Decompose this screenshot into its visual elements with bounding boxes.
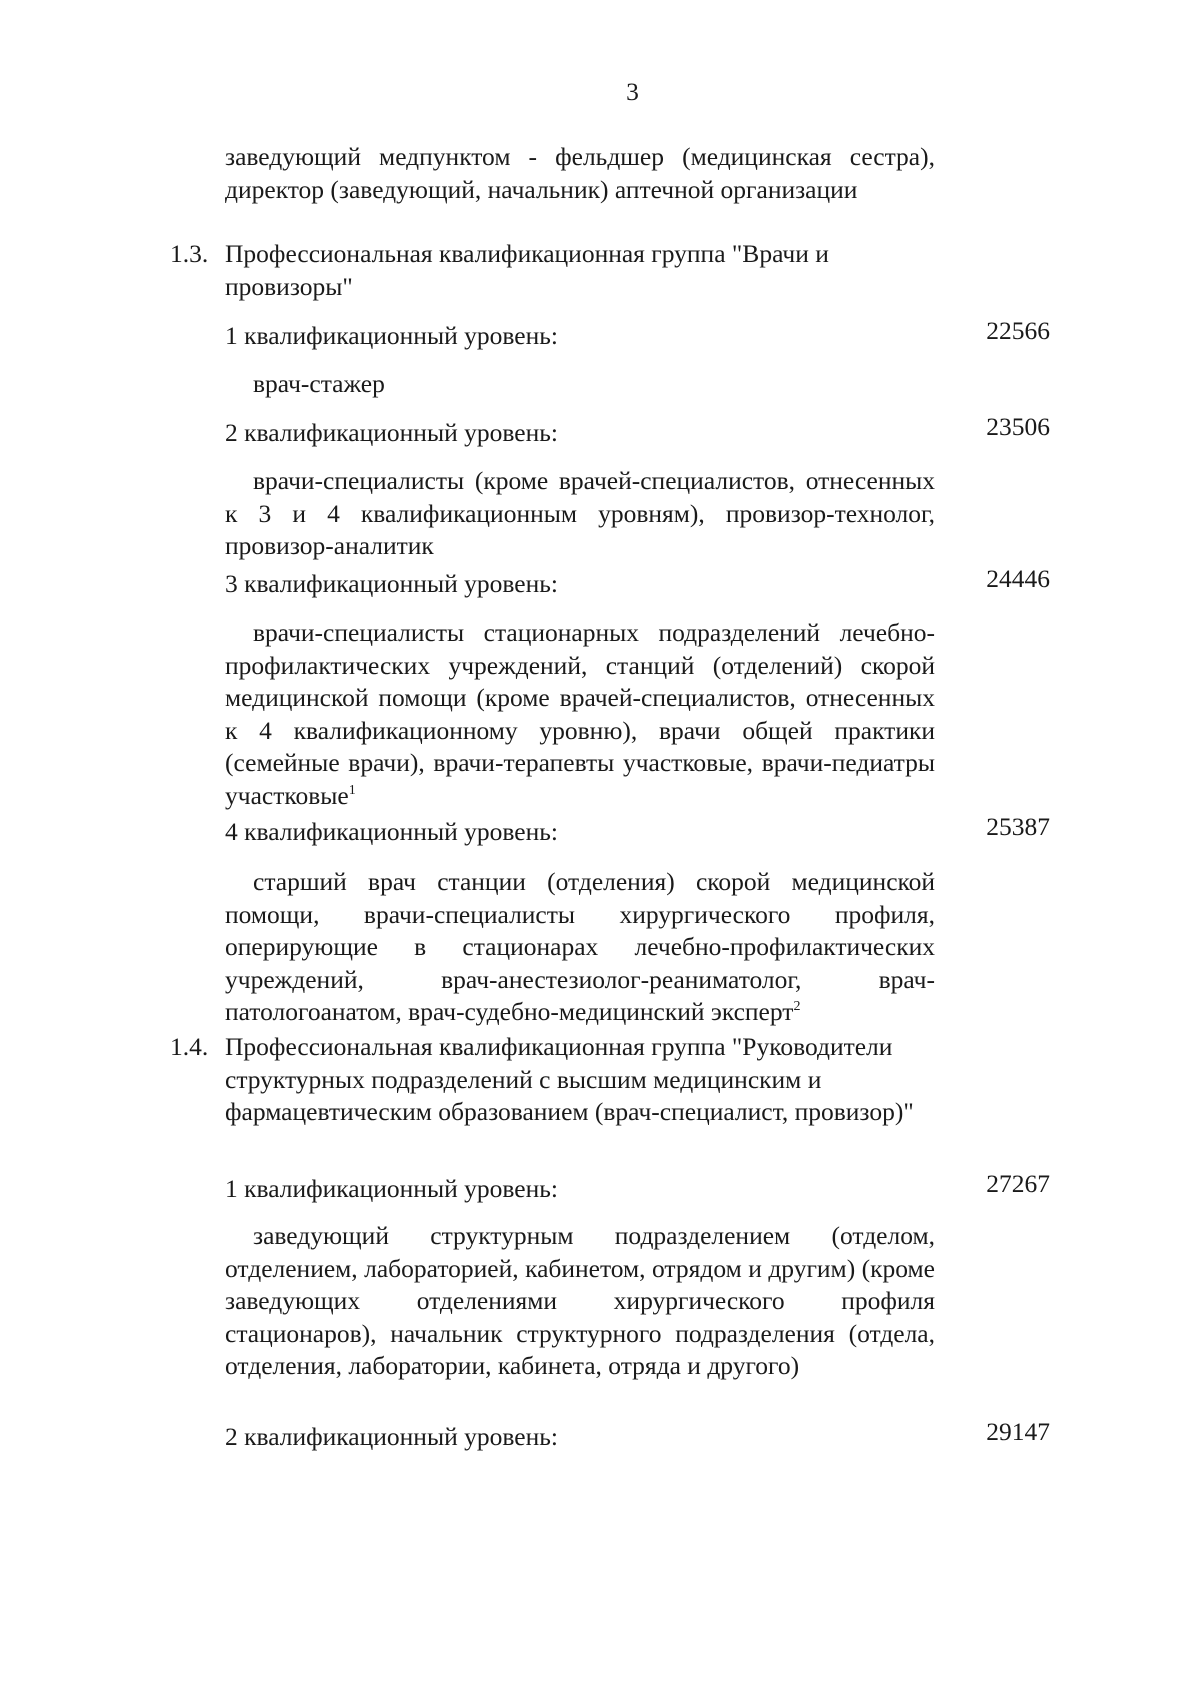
level-label: 2 квалификационный уровень: [225, 418, 558, 447]
level-amount: 29147 [986, 1417, 1050, 1446]
level-positions: врач-стажер [253, 369, 385, 398]
positions-text: врачи-специалисты стационарных подразделений лечебно-профилактических учреждений, станций (отделений) скорой медицинской помощи (кроме врачей-специалистов, отнесенных к 4 квалификационному уровню), врачи общей практики (семейные врачи), врачи-терапевты участковые, врачи-педиатры участковые [225, 618, 935, 810]
level-positions: врачи-специалисты (кроме врачей-специалистов, отнесенных к 3 и 4 квалификационным уровням), провизор-технолог, провизор-аналитик [225, 466, 935, 560]
positions-text: старший врач станции (отделения) скорой медицинской помощи, врачи-специалисты хирургического профиля, оперирующие в стационарах лечебно-профилактических учреждений, врач-анестезиолог-реаниматолог, врач-патологоанатом, врач-судебно-медицинский эксперт [225, 867, 935, 1026]
section-number: 1.4. [170, 1032, 209, 1061]
level-label: 1 квалификационный уровень: [225, 321, 558, 350]
intro-text: заведующий медпунктом - фельдшер (медицинская сестра), директор (заведующий, начальник) аптечной организации [225, 142, 935, 204]
section-title: Профессиональная квалификационная группа "Руководители структурных подразделений с высшим медицинским и фармацевтическим образованием (врач-специалист, провизор)" [225, 1032, 914, 1126]
level-label: 2 квалификационный уровень: [225, 1422, 558, 1451]
section-title: Профессиональная квалификационная группа "Врачи и провизоры" [225, 239, 829, 301]
level-amount: 24446 [986, 564, 1050, 593]
level-amount: 27267 [986, 1169, 1050, 1198]
level-label: 3 квалификационный уровень: [225, 569, 558, 598]
footnote-marker: 2 [793, 999, 801, 1014]
level-label: 1 квалификационный уровень: [225, 1174, 558, 1203]
level-amount: 25387 [986, 812, 1050, 841]
level-positions: заведующий структурным подразделением (отделом, отделением, лабораторией, кабинетом, отрядом и другим) (кроме заведующих отделениями хирургического профиля стационаров), начальник структурного подразделения (отдела, отделения, лаборатории, кабинета, отряда и другого) [225, 1221, 935, 1380]
level-positions [225, 617, 935, 812]
level-amount: 22566 [986, 316, 1050, 345]
page-number: 3 [626, 77, 639, 106]
footnote-marker: 1 [348, 782, 356, 798]
level-amount: 23506 [986, 412, 1050, 441]
section-number: 1.3. [170, 239, 209, 268]
level-positions [225, 866, 935, 1029]
level-label: 4 квалификационный уровень: [225, 817, 558, 846]
